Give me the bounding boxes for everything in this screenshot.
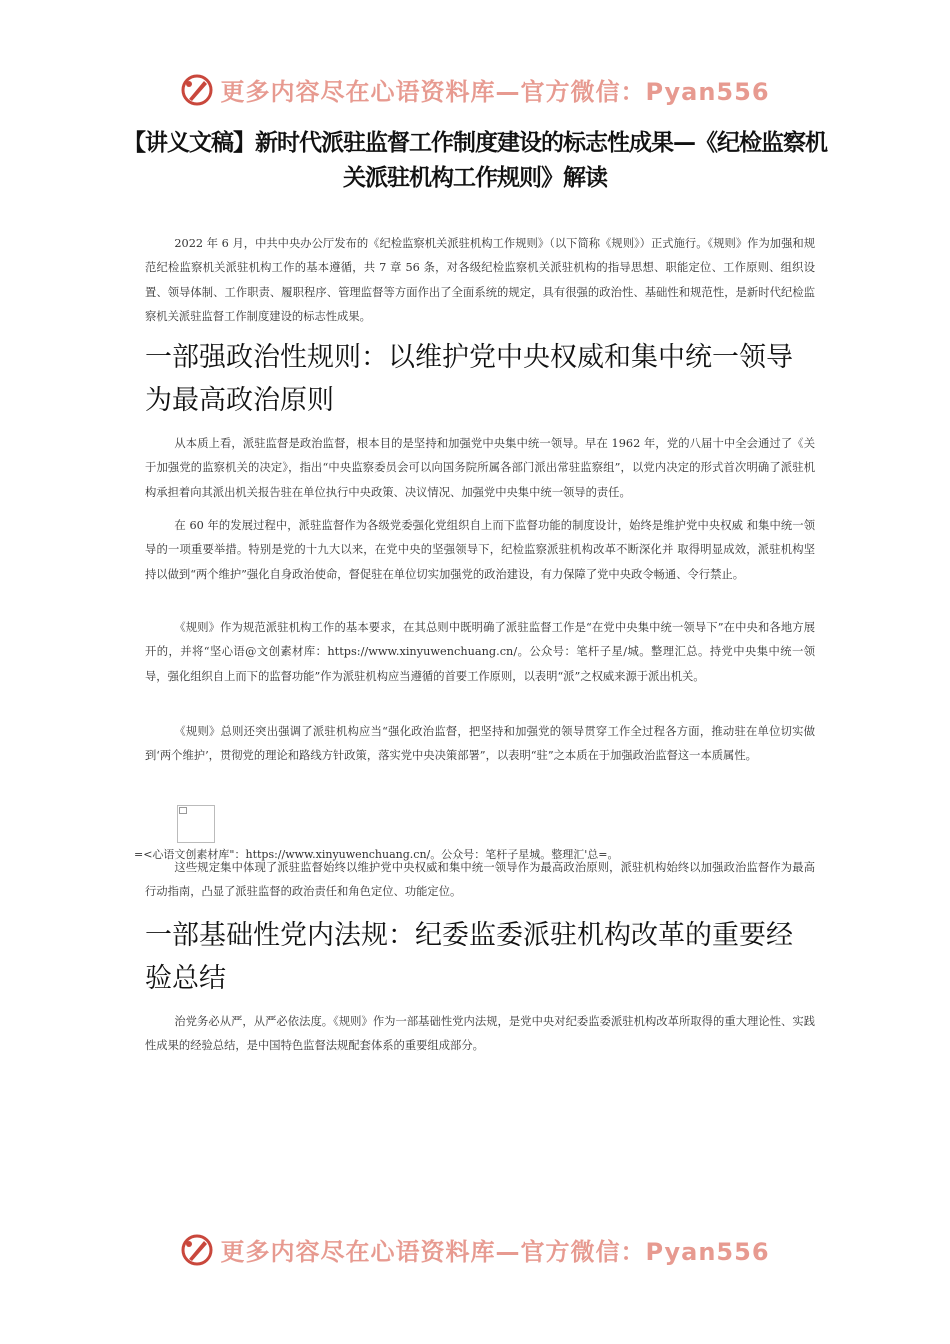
section1-paragraph-4: 《规则》总则还突出强调了派驻机构应当“强化政治监督，把坚持和加强党的领导贯穿工作全过程各方面，推动驻在单位切实做到‘两个维护’，贯彻党的理论和路线方针政策，落实党中央决策部署”，以表明“驻”之本质在于加强政治监督这一本质属性。: [145, 725, 815, 763]
document-title: 【讲义文稿】新时代派驻监督工作制度建设的标志性成果—《纪检监察机关派驻机构工作规则》解读: [123, 130, 827, 191]
pen-logo-icon: [180, 73, 214, 107]
intro-paragraph: 2022 年 6 月，中共中央办公厅发布的《纪检监察机关派驻机构工作规则》（以下简称《规则》）正式施行。《规则》作为加强和规范纪检监察机关派驻机构工作的基本遵循，共 7 章 56 条，对各级纪检监察机关派驻机构的指导思想、职能定位、工作原则、组织设置、领导体制、工作职责、履职程序、管理监督等方面作出了全面系统的规定，具有很强的政治性、基础性和规范性，是新时代纪检监察机关派驻监督工作制度建设的标志性成果。: [145, 237, 815, 323]
banner-text: 更多内容尽在心语资料库—官方微信：Pyan556: [220, 78, 770, 106]
pen-logo-icon: [180, 1233, 214, 1267]
section2-heading: 一部基础性党内法规：纪委监委派驻机构改革的重要经验总结: [145, 920, 793, 994]
image-alt-text: =<心语文创素材库"：https://www.xinyuwenchuang.cn/。公众号：笔杆子星城。整理汇'总=。: [134, 848, 619, 861]
section1-paragraph-5: 这些规定集中体现了派驻监督始终以维护党中央权威和集中统一领导作为最高政治原则，派驻机构始终以加强政治监督作为最高行动指南，凸显了派驻监督的政治责任和角色定位、功能定位。: [145, 861, 815, 899]
section1-paragraph-1: 从本质上看，派驻监督是政治监督，根本目的是坚持和加强党中央集中统一领导。早在 1962 年，党的八届十中全会通过了《关于加强党的监察机关的决定》，指出“中央监察委员会可以向国务院所属各部门派出常驻监察组”，以党内决定的形式首次明确了派驻机构承担着向其派出机关报告驻在单位执行中央政策、决议情况、加强党中央集中统一领导的责任。: [145, 437, 815, 499]
broken-image-placeholder: [177, 805, 215, 843]
footer-banner: [0, 1232, 950, 1267]
header-banner: [0, 72, 950, 107]
section1-paragraph-3: 《规则》作为规范派驻机构工作的基本要求，在其总则中既明确了派驻监督工作是“在党中央集中统一领导下”在中央和各地方展开的，并将“坚心语@文创素材库：https://www.xinyuwenchuang.cn/。公众号：笔杆子星/城。整理汇总。持党中央集中统一领导，强化组织自上而下的监督功能”作为派驻机构应当遵循的首要工作原则，以表明“派”之权威来源于派出机关。: [145, 621, 815, 683]
section1-heading: 一部强政治性规则：以维护党中央权威和集中统一领导为最高政治原则: [145, 342, 793, 416]
section1-paragraph-2: 在 60 年的发展过程中，派驻监督作为各级党委强化党组织自上而下监督功能的制度设计，始终是维护党中央权威 和集中统一领导的一项重要举措。特别是党的十九大以来，在党中央的坚强领导下，纪检监察派驻机构改革不断深化并 取得明显成效，派驻机构坚持以做到“两个维护”强化自身政治使命，督促驻在单位切实加强党的政治建设，有力保障了党中央政令畅通、令行禁止。: [145, 519, 815, 581]
section2-paragraph-1: 治党务必从严，从严必依法度。《规则》作为一部基础性党内法规，是党中央对纪委监委派驻机构改革所取得的重大理论性、实践性成果的经验总结，是中国特色监督法规配套体系的重要组成部分。: [145, 1015, 815, 1053]
banner-text: 更多内容尽在心语资料库—官方微信：Pyan556: [220, 1238, 770, 1266]
